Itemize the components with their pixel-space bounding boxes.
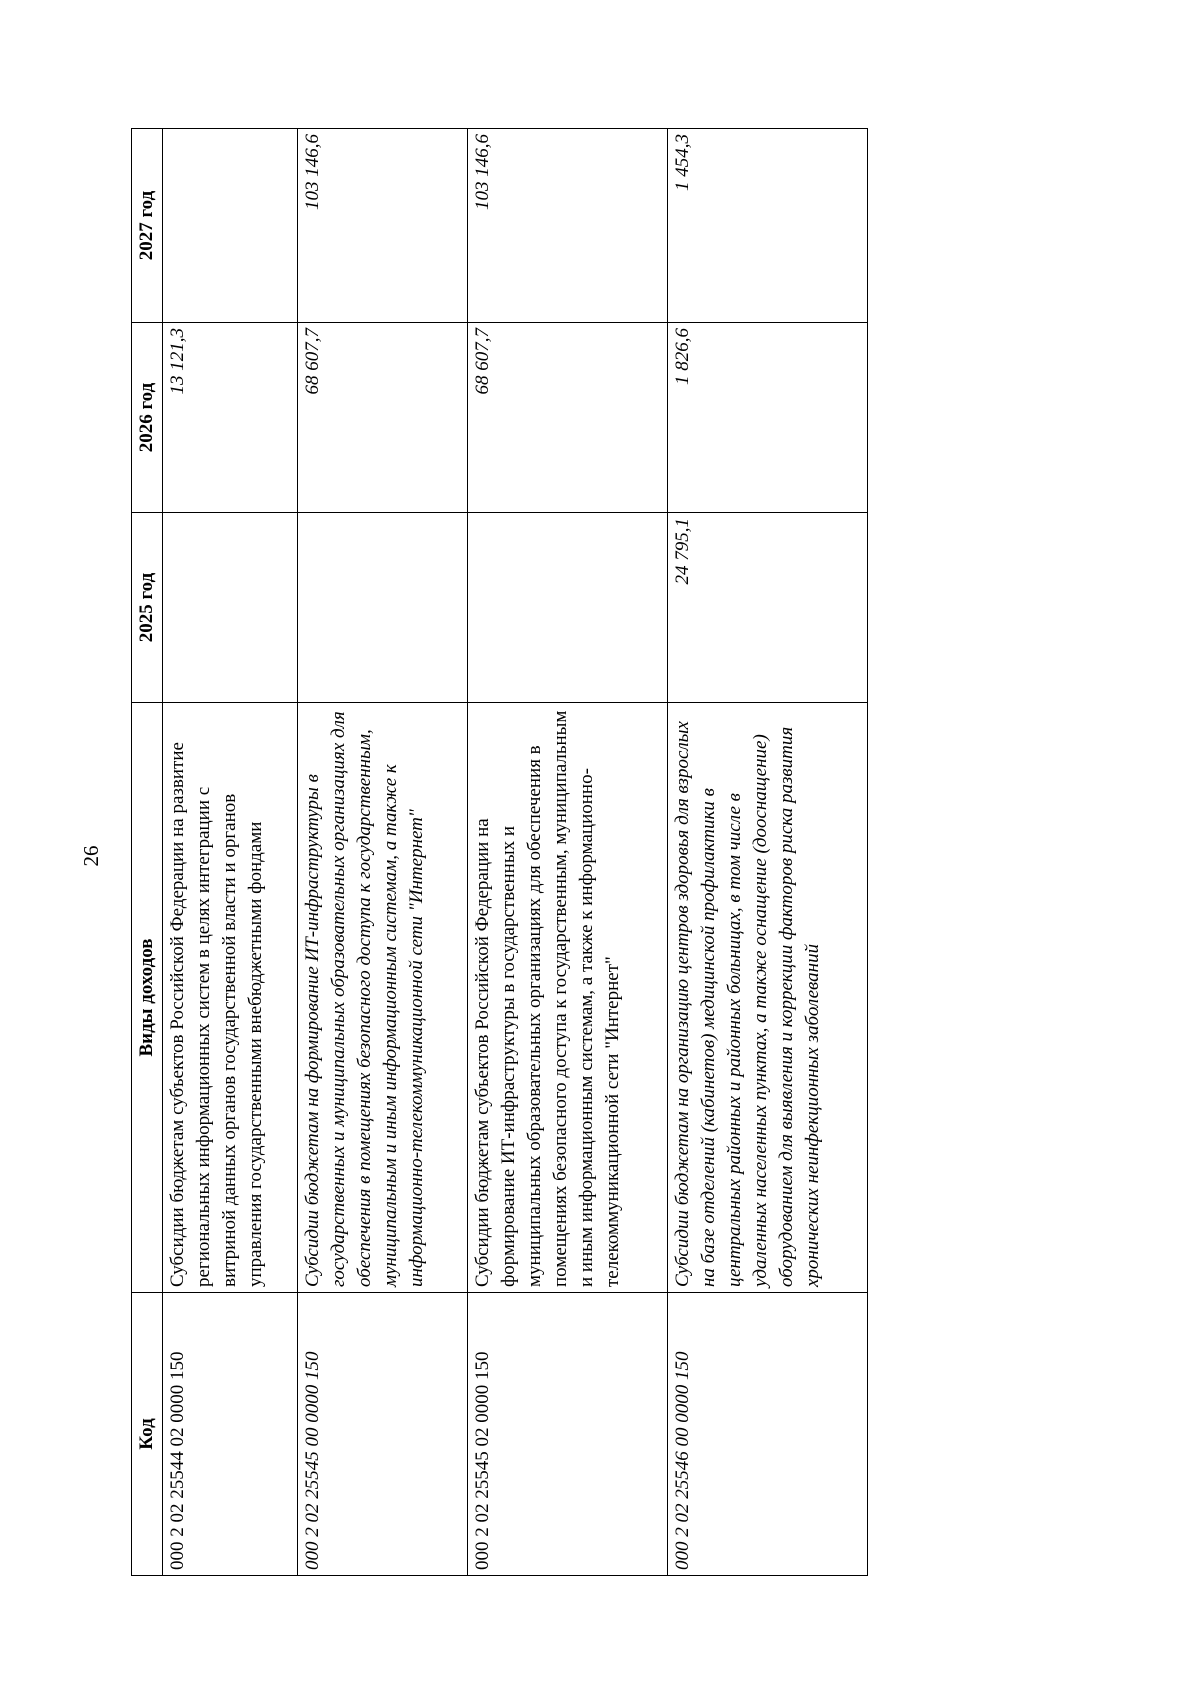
table-row (163, 129, 298, 1576)
row-value-2025: 24 795,1 (668, 513, 868, 703)
row-value-2026: 13 121,3 (163, 323, 298, 513)
table-row (668, 129, 868, 1576)
row-description: Субсидии бюджетам на организацию центров здоровья для взрослых на базе отделений (кабинетов) медицинской профилактики в центральных районных и районных больницах, в том числе в удаленных населенных пунктах, а также оснащение (дооснащение) оборудованием для выявления и коррекции факторов риска развития хронических неинфекционных заболеваний (668, 703, 868, 1293)
header-2027: 2027 год (132, 129, 163, 323)
row-description: Субсидии бюджетам субъектов Российской Федерации на развитие региональных информационных систем в целях интеграции с витриной данных органов государственной власти и органов управления государственными внебюджетными фондами (163, 703, 298, 1293)
header-2025: 2025 год (132, 513, 163, 703)
header-code: Код (132, 1293, 163, 1576)
revenue-table-rotated (131, 129, 868, 1576)
row-value-2027: 1 454,3 (668, 129, 868, 323)
row-description: Субсидии бюджетам на формирование ИТ-инфраструктуры в государственных и муниципальных образовательных организациях для обеспечения в помещениях безопасного доступа к государственным, муниципальным и иным информационным системам, а также к информационно-телекоммуникационной сети "Интернет" (298, 703, 468, 1293)
row-value-2026: 68 607,7 (298, 323, 468, 513)
row-value-2027: 103 146,6 (468, 129, 668, 323)
row-value-2025 (298, 513, 468, 703)
row-code: 000 2 02 25545 00 0000 150 (298, 1293, 468, 1576)
row-value-2026: 1 826,6 (668, 323, 868, 513)
row-code: 000 2 02 25546 00 0000 150 (668, 1293, 868, 1576)
row-value-2027: 103 146,6 (298, 129, 468, 323)
header-description: Виды доходов (132, 703, 163, 1293)
table-row (468, 129, 668, 1576)
row-code: 000 2 02 25545 02 0000 150 (468, 1293, 668, 1576)
row-value-2025 (163, 513, 298, 703)
table-row (298, 129, 468, 1576)
page-number: 26 (79, 845, 103, 867)
row-value-2026: 68 607,7 (468, 323, 668, 513)
table-header-row (132, 129, 163, 1576)
revenue-table (131, 128, 868, 1576)
row-value-2025 (468, 513, 668, 703)
header-2026: 2026 год (132, 323, 163, 513)
row-code: 000 2 02 25544 02 0000 150 (163, 1293, 298, 1576)
row-value-2027 (163, 129, 298, 323)
row-description: Субсидии бюджетам субъектов Российской Федерации на формирование ИТ-инфраструктуры в государственных и муниципальных образовательных организациях для обеспечения в помещениях безопасного доступа к государственным, муниципальным и иным информационным системам, а также к информационно-телекоммуникационной сети "Интернет" (468, 703, 668, 1293)
